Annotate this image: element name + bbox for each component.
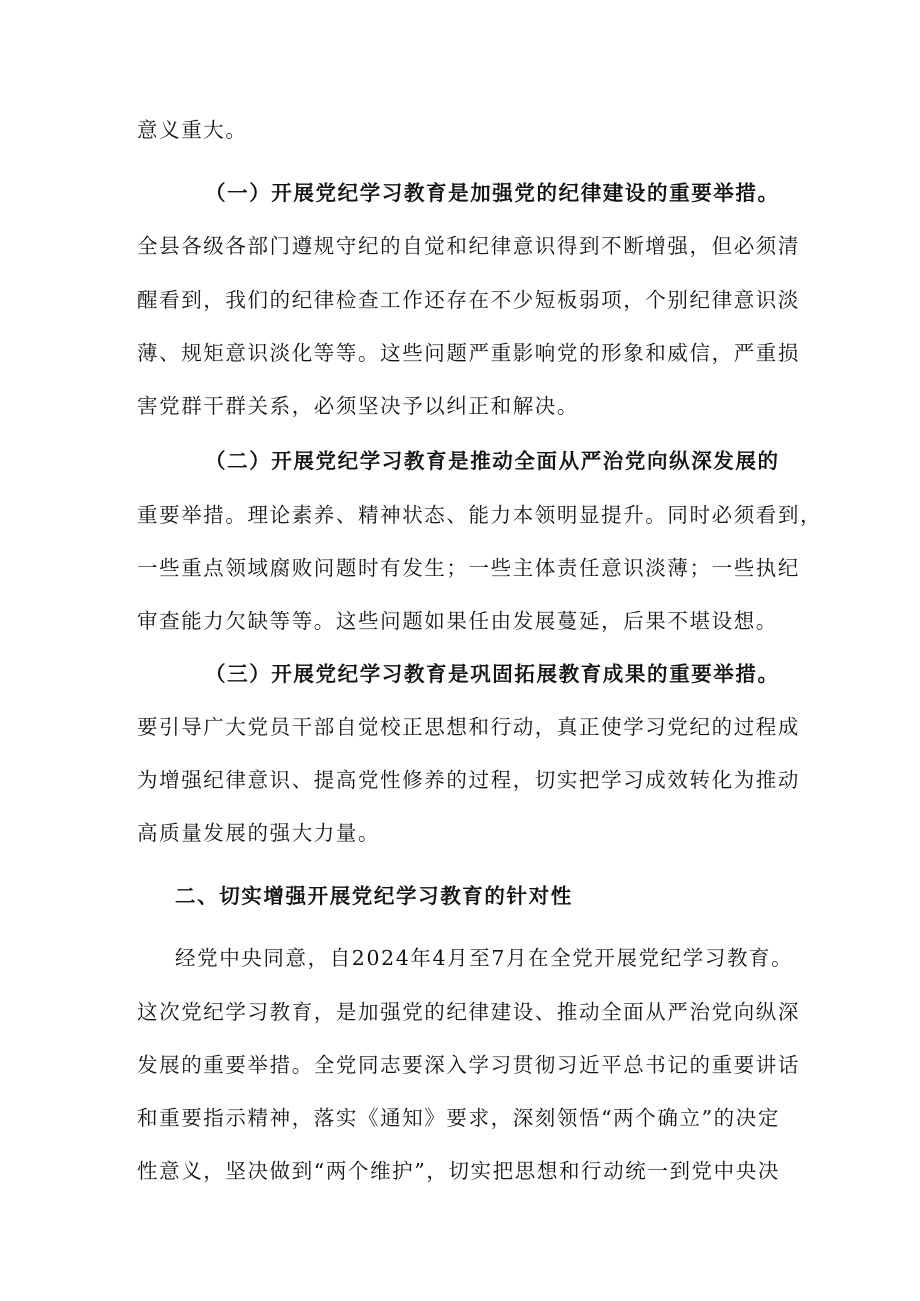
paragraph-line: 醒看到，我们的纪律检查工作还存在不少短板弱项，个别纪律意识淡 xyxy=(137,288,800,312)
paragraph-line: 要引导广大党员干部自觉校正思想和行动，真正使学习党纪的过程成 xyxy=(137,715,800,739)
paragraph-line: 高质量发展的强大力量。 xyxy=(137,821,381,845)
paragraph-line: 为增强纪律意识、提高党性修养的过程，切实把学习成效转化为推动 xyxy=(137,768,800,792)
chapter-heading: 二、切实增强开展党纪学习教育的针对性 xyxy=(175,884,573,908)
paragraph-line: 薄、规矩意识淡化等等。这些问题严重影响党的形象和威信，严重损 xyxy=(137,341,800,365)
section-heading-1: （一）开展党纪学习教育是加强党的纪律建设的重要举措。 xyxy=(205,181,780,205)
paragraph-line: 审查能力欠缺等等。这些问题如果任由发展蔓延，后果不堪设想。 xyxy=(137,609,778,633)
paragraph-line: 发展的重要举措。全党同志要深入学习贯彻习近平总书记的重要讲话 xyxy=(137,1053,800,1077)
paragraph-line: 害党群干群关系，必须坚决予以纠正和解决。 xyxy=(137,394,579,418)
paragraph-line: 和重要指示精神，落实《通知》要求，深刻领悟“两个确立”的决定 xyxy=(137,1106,780,1130)
paragraph-line: 意义重大。 xyxy=(137,118,248,142)
section-heading-2: （二）开展党纪学习教育是推动全面从严治党向纵深发展的 xyxy=(205,449,780,473)
paragraph-line: 经党中央同意，自2024年4月至7月在全党开展党纪学习教育。 xyxy=(175,946,794,970)
paragraph-line: 全县各级各部门遵规守纪的自觉和纪律意识得到不断增强，但必须清 xyxy=(137,234,800,258)
paragraph-line: 一些重点领域腐败问题时有发生；一些主体责任意识淡薄；一些执纪 xyxy=(137,556,800,580)
paragraph-line: 重要举措。理论素养、精神状态、能力本领明显提升。同时必须看到， xyxy=(137,503,823,527)
section-heading-3: （三）开展党纪学习教育是巩固拓展教育成果的重要举措。 xyxy=(205,662,780,686)
paragraph-line: 性意义，坚决做到“两个维护”，切实把思想和行动统一到党中央决 xyxy=(137,1159,780,1183)
paragraph-line: 这次党纪学习教育，是加强党的纪律建设、推动全面从严治党向纵深 xyxy=(137,1000,800,1024)
